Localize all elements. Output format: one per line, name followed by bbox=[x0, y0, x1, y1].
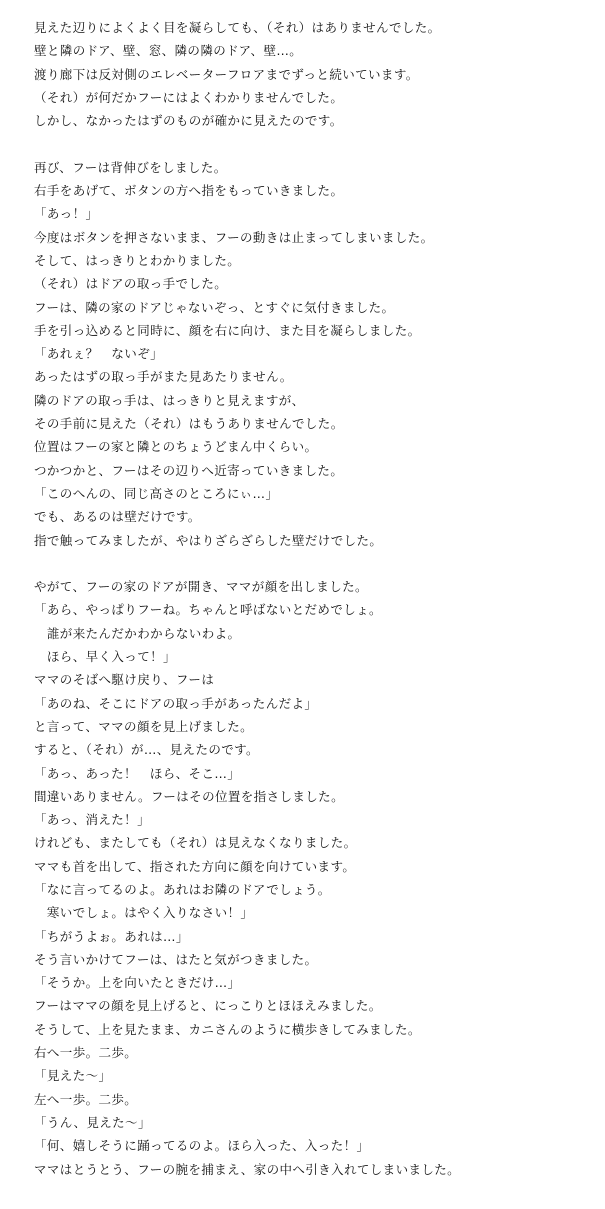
text-line: 間違いありません。フーはその位置を指さしました。 bbox=[34, 788, 344, 804]
text-line: 右へ一歩。二歩。 bbox=[34, 1045, 138, 1061]
text-line: その手前に見えた（それ）はもうありませんでした。 bbox=[34, 416, 344, 432]
text-line: 「何、嬉しそうに踊ってるのよ。ほら入った、入った！」 bbox=[34, 1138, 370, 1154]
text-line: 「ちがうよぉ。あれは…」 bbox=[34, 928, 189, 944]
text-line: 「あっ！」 bbox=[34, 206, 99, 222]
text-line: と言って、ママの顔を見上げました。 bbox=[34, 718, 254, 734]
text-line: 「あのね、そこにドアの取っ手があったんだよ」 bbox=[34, 695, 318, 711]
text-line: やがて、フーの家のドアが開き、ママが顔を出しました。 bbox=[34, 579, 368, 595]
text-line: 位置はフーの家と隣とのちょうどまん中くらい。 bbox=[34, 439, 318, 455]
text-line: けれども、またしても（それ）は見えなくなりました。 bbox=[34, 835, 357, 851]
text-line: フーは、隣の家のドアじゃないぞっ、とすぐに気付きました。 bbox=[34, 299, 395, 315]
text-line: ママはとうとう、フーの腕を捕まえ、家の中へ引き入れてしまいました。 bbox=[34, 1161, 461, 1177]
text-line: （それ）が何だかフーにはよくわかりませんでした。 bbox=[34, 89, 344, 105]
text-line: ママも首を出して、指された方向に顔を向けています。 bbox=[34, 858, 356, 874]
text-line: そうして、上を見たまま、カニさんのように横歩きしてみました。 bbox=[34, 1021, 421, 1037]
text-line: 壁と隣のドア、壁、窓、隣の隣のドア、壁…。 bbox=[34, 43, 303, 59]
text-line: すると、（それ）が…、見えたのです。 bbox=[34, 742, 259, 758]
text-line: 「あら、やっぱりフーね。ちゃんと呼ばないとだめでしょ。 bbox=[34, 602, 382, 618]
text-line: 左へ一歩。二歩。 bbox=[34, 1091, 138, 1107]
text-line: 「なに言ってるのよ。あれはお隣のドアでしょう。 bbox=[34, 881, 331, 897]
text-line: 「見えた～」 bbox=[34, 1068, 112, 1084]
text-line: 「あっ、あった！ ほら、そこ…」 bbox=[34, 765, 241, 781]
paragraph-break bbox=[34, 552, 594, 575]
text-line: でも、あるのは壁だけです。 bbox=[34, 509, 201, 525]
text-line: 誰が来たんだかわからないわよ。 bbox=[34, 625, 241, 641]
text-line: 今度はボタンを押さないまま、フーの動きは止まってしまいました。 bbox=[34, 229, 434, 245]
text-line: 「そうか。上を向いたときだけ…」 bbox=[34, 975, 241, 991]
text-line: しかし、なかったはずのものが確かに見えたのです。 bbox=[34, 113, 343, 129]
text-line: 再び、フーは背伸びをしました。 bbox=[34, 159, 227, 175]
text-line: フーはママの顔を見上げると、にっこりとほほえみました。 bbox=[34, 998, 382, 1014]
text-line: 寒いでしょ。はやく入りなさい！」 bbox=[34, 905, 254, 921]
text-line: そして、はっきりとわかりました。 bbox=[34, 252, 241, 268]
text-line: ほら、早く入って！」 bbox=[34, 649, 176, 665]
text-line: （それ）はドアの取っ手でした。 bbox=[34, 276, 228, 292]
text-line: あったはずの取っ手がまた見あたりません。 bbox=[34, 369, 293, 385]
text-line: つかつかと、フーはその辺りへ近寄っていきました。 bbox=[34, 462, 344, 478]
text-line: 渡り廊下は反対側のエレベーターフロアまでずっと続いています。 bbox=[34, 66, 419, 82]
text-line: ママのそばへ駆け戻り、フーは bbox=[34, 672, 215, 688]
text-line: 見えた辺りによくよく目を凝らしても、（それ）はありませんでした。 bbox=[34, 20, 441, 35]
story-text bbox=[34, 16, 594, 1181]
text-line: そう言いかけてフーは、はたと気がつきました。 bbox=[34, 951, 318, 967]
text-line: 隣のドアの取っ手は、はっきりと見えますが、 bbox=[34, 392, 305, 408]
text-line: 「うん、見えた～」 bbox=[34, 1114, 151, 1130]
text-line: 「あっ、消えた！」 bbox=[34, 812, 150, 828]
text-line: 指で触ってみましたが、やはりざらざらした壁だけでした。 bbox=[34, 532, 383, 548]
text-line: 右手をあげて、ボタンの方へ指をもっていきました。 bbox=[34, 183, 344, 199]
text-line: 「あれぇ？ ないぞ」 bbox=[34, 346, 164, 362]
text-line: 手を引っ込めると同時に、顔を右に向け、また目を凝らしました。 bbox=[34, 322, 421, 338]
text-line: 「このへんの、同じ高さのところにぃ…」 bbox=[34, 485, 279, 501]
paragraph-break bbox=[34, 132, 594, 155]
